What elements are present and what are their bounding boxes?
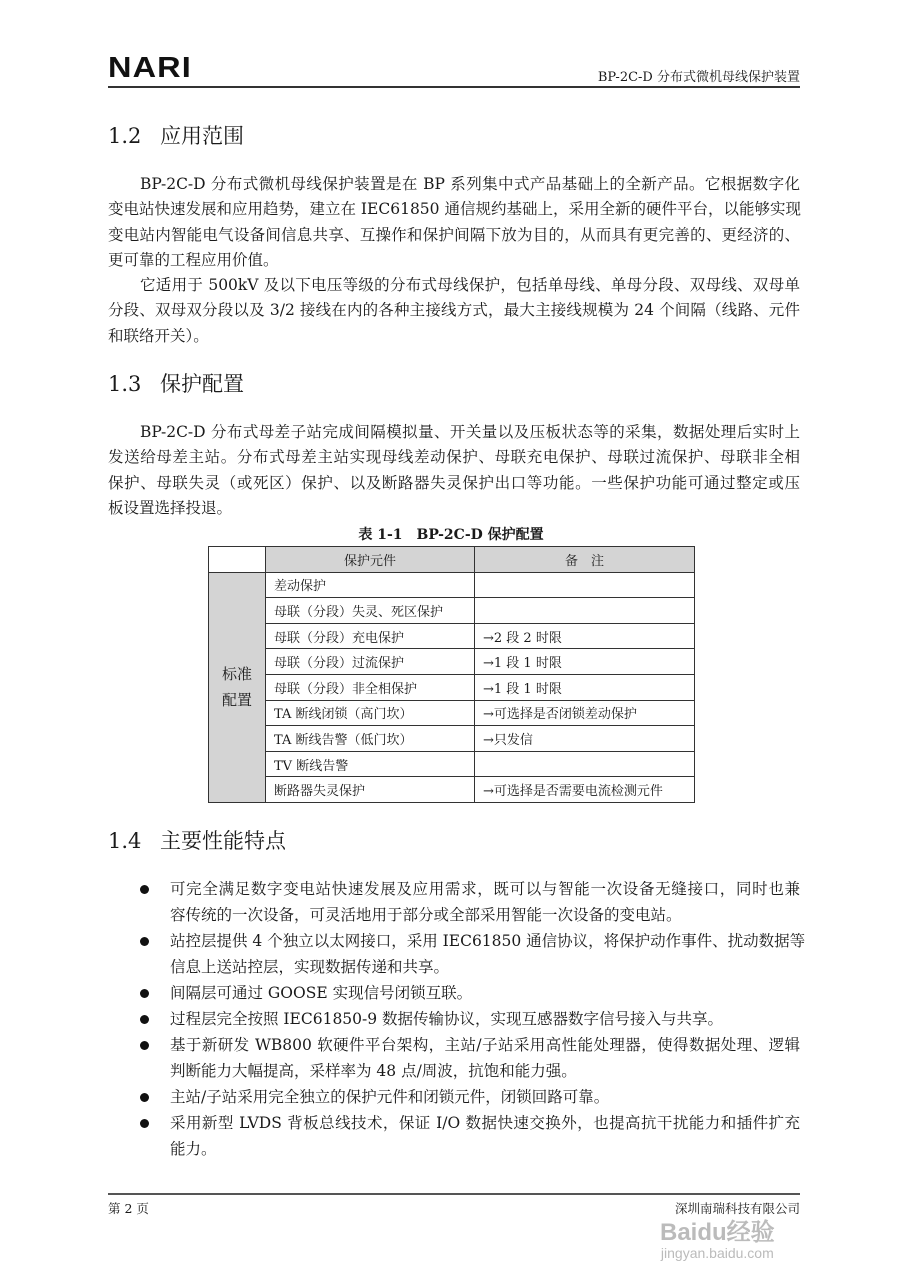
protection-element-cell: 差动保护 — [266, 572, 475, 598]
bullet-icon — [140, 1041, 149, 1050]
table-row — [209, 726, 695, 752]
feature-bullet — [140, 1084, 800, 1110]
section-title: 保护配置 — [160, 372, 244, 396]
section-title: 主要性能特点 — [160, 829, 286, 853]
bullet-icon — [140, 1093, 149, 1102]
feature-bullet-list — [140, 876, 806, 1162]
text-line: BP-2C-D 分布式母差子站完成间隔模拟量、开关量以及压板状态等的采集，数据处理后实时上 — [140, 423, 800, 441]
bullet-icon — [140, 989, 149, 998]
protection-element-cell: 母联（分段）失灵、死区保护 — [266, 598, 475, 624]
text-line: 保护、母联失灵（或死区）保护、以及断路器失灵保护出口等功能。一些保护功能可通过整定或压 — [108, 473, 800, 492]
header-divider — [108, 86, 800, 88]
note-cell: →1 段 1 时限 — [475, 649, 695, 675]
table-row — [209, 751, 695, 777]
text-line: BP-2C-D 分布式微机母线保护装置是在 BP 系列集中式产品基础上的全新产品。它根据数字化 — [140, 175, 800, 193]
feature-bullet — [140, 1006, 800, 1032]
text-line: 信息上送站控层，实现数据传递和共享。 — [170, 958, 450, 976]
bullet-icon — [140, 937, 149, 946]
text-line: 板设置选择投退。 — [108, 498, 233, 517]
text-line: 采用新型 LVDS 背板总线技术，保证 I/O 数据快速交换外，也提高抗干扰能力和插件扩充 — [170, 1114, 800, 1132]
protection-element-cell: TA 断线告警（低门坎） — [266, 726, 475, 752]
protection-element-cell: 母联（分段）非全相保护 — [266, 674, 475, 700]
group-label: 配置 — [221, 691, 252, 710]
watermark-brand: Baidu经验 — [660, 1219, 775, 1246]
text-line: 分段、双母双分段以及 3/2 接线在内的各种主接线方式，最大主接线规模为 24 个间隔（线路、元件 — [108, 301, 800, 320]
text-line: 可完全满足数字变电站快速发展及应用需求，既可以与智能一次设备无缝接口，同时也兼 — [170, 880, 800, 898]
table-row — [209, 777, 695, 803]
feature-bullet — [140, 980, 800, 1006]
table-row — [209, 649, 695, 675]
text-line: 更可靠的工程应用价值。 — [108, 250, 279, 269]
feature-bullet — [140, 876, 800, 928]
text-line: 主站/子站采用完全独立的保护元件和闭锁元件，闭锁回路可靠。 — [170, 1088, 610, 1106]
note-cell — [475, 572, 695, 598]
page-number: 第 2 页 — [108, 1201, 149, 1216]
table-row — [209, 623, 695, 649]
feature-bullet — [140, 1110, 800, 1162]
table-row — [209, 700, 695, 726]
protection-element-cell: TA 断线闭锁（高门坎） — [266, 700, 475, 726]
note-cell — [475, 598, 695, 624]
feature-bullet — [140, 1032, 800, 1084]
nari-logo: NARI — [108, 52, 192, 84]
section-number: 1.2 — [108, 124, 142, 148]
paragraph-protection-config — [108, 420, 800, 521]
text-line: 变电站快速发展和应用趋势，建立在 IEC61850 通信规约基础上，采用全新的硬件平台，以能够实现 — [108, 200, 801, 219]
protection-element-cell: 母联（分段）过流保护 — [266, 649, 475, 675]
header-cell: 备 注 — [475, 547, 695, 573]
section-number: 1.3 — [108, 372, 142, 396]
protection-element-cell: 断路器失灵保护 — [266, 777, 475, 803]
text-line: 和联络开关）。 — [108, 326, 209, 345]
bullet-icon — [140, 1119, 149, 1128]
note-cell: →2 段 2 时限 — [475, 623, 695, 649]
text-line: 过程层完全按照 IEC61850-9 数据传输协议，实现互感器数字信号接入与共享。 — [170, 1010, 724, 1028]
text-line: 能力。 — [170, 1140, 217, 1158]
bullet-icon — [140, 1015, 149, 1024]
note-cell: →1 段 1 时限 — [475, 674, 695, 700]
text-line: 变电站内智能电气设备间信息共享、互操作和保护间隔下放为目的，从而具有更完善的、更经济的、 — [108, 225, 800, 244]
document-title: BP-2C-D 分布式微机母线保护装置 — [597, 70, 800, 85]
text-line: 基于新研发 WB800 软硬件平台架构，主站/子站采用高性能处理器，使得数据处理、逻辑 — [170, 1036, 800, 1054]
section-heading-1-4 — [108, 825, 286, 855]
bullet-icon — [140, 885, 149, 894]
protection-config-table — [208, 546, 695, 803]
text-line: 判断能力大幅提高，采样率为 48 点/周波，抗饱和能力强。 — [170, 1062, 577, 1080]
note-cell: →只发信 — [475, 726, 695, 752]
group-label: 标准 — [221, 665, 252, 684]
text-line: 站控层提供 4 个独立以太网接口，采用 IEC61850 通信协议，将保护动作事件、扰动数据等 — [170, 932, 806, 950]
section-heading-1-2 — [108, 120, 244, 150]
table-header-row — [209, 547, 695, 573]
header-cell: 保护元件 — [266, 547, 475, 573]
table-caption: 表 1-1 BP-2C-D 保护配置 — [358, 527, 544, 543]
protection-element-cell: 母联（分段）充电保护 — [266, 623, 475, 649]
feature-bullet — [140, 928, 806, 980]
protection-element-cell: TV 断线告警 — [266, 751, 475, 777]
section-number: 1.4 — [108, 829, 142, 853]
note-cell: →可选择是否闭锁差动保护 — [475, 700, 695, 726]
group-label-cell — [209, 572, 266, 802]
baidu-watermark — [660, 1220, 775, 1262]
note-cell — [475, 751, 695, 777]
watermark-url: jingyan.baidu.com — [660, 1245, 774, 1262]
table-row — [209, 598, 695, 624]
text-line: 发送给母差主站。分布式母差主站实现母线差动保护、母联充电保护、母联过流保护、母联非全相 — [108, 448, 800, 467]
company-name: 深圳南瑞科技有限公司 — [674, 1201, 800, 1216]
footer-divider — [108, 1193, 800, 1195]
header-cell — [209, 547, 266, 573]
table-row — [209, 572, 695, 598]
text-line: 容传统的一次设备，可灵活地用于部分或全部采用智能一次设备的变电站。 — [170, 906, 682, 924]
table-row — [209, 674, 695, 700]
paragraph-application-1 — [108, 172, 800, 349]
text-line: 间隔层可通过 GOOSE 实现信号闭锁互联。 — [170, 984, 473, 1002]
section-heading-1-3 — [108, 368, 244, 398]
note-cell: →可选择是否需要电流检测元件 — [475, 777, 695, 803]
section-title: 应用范围 — [160, 124, 244, 148]
text-line: 它适用于 500kV 及以下电压等级的分布式母线保护，包括单母线、单母分段、双母线、双母单 — [140, 276, 800, 295]
